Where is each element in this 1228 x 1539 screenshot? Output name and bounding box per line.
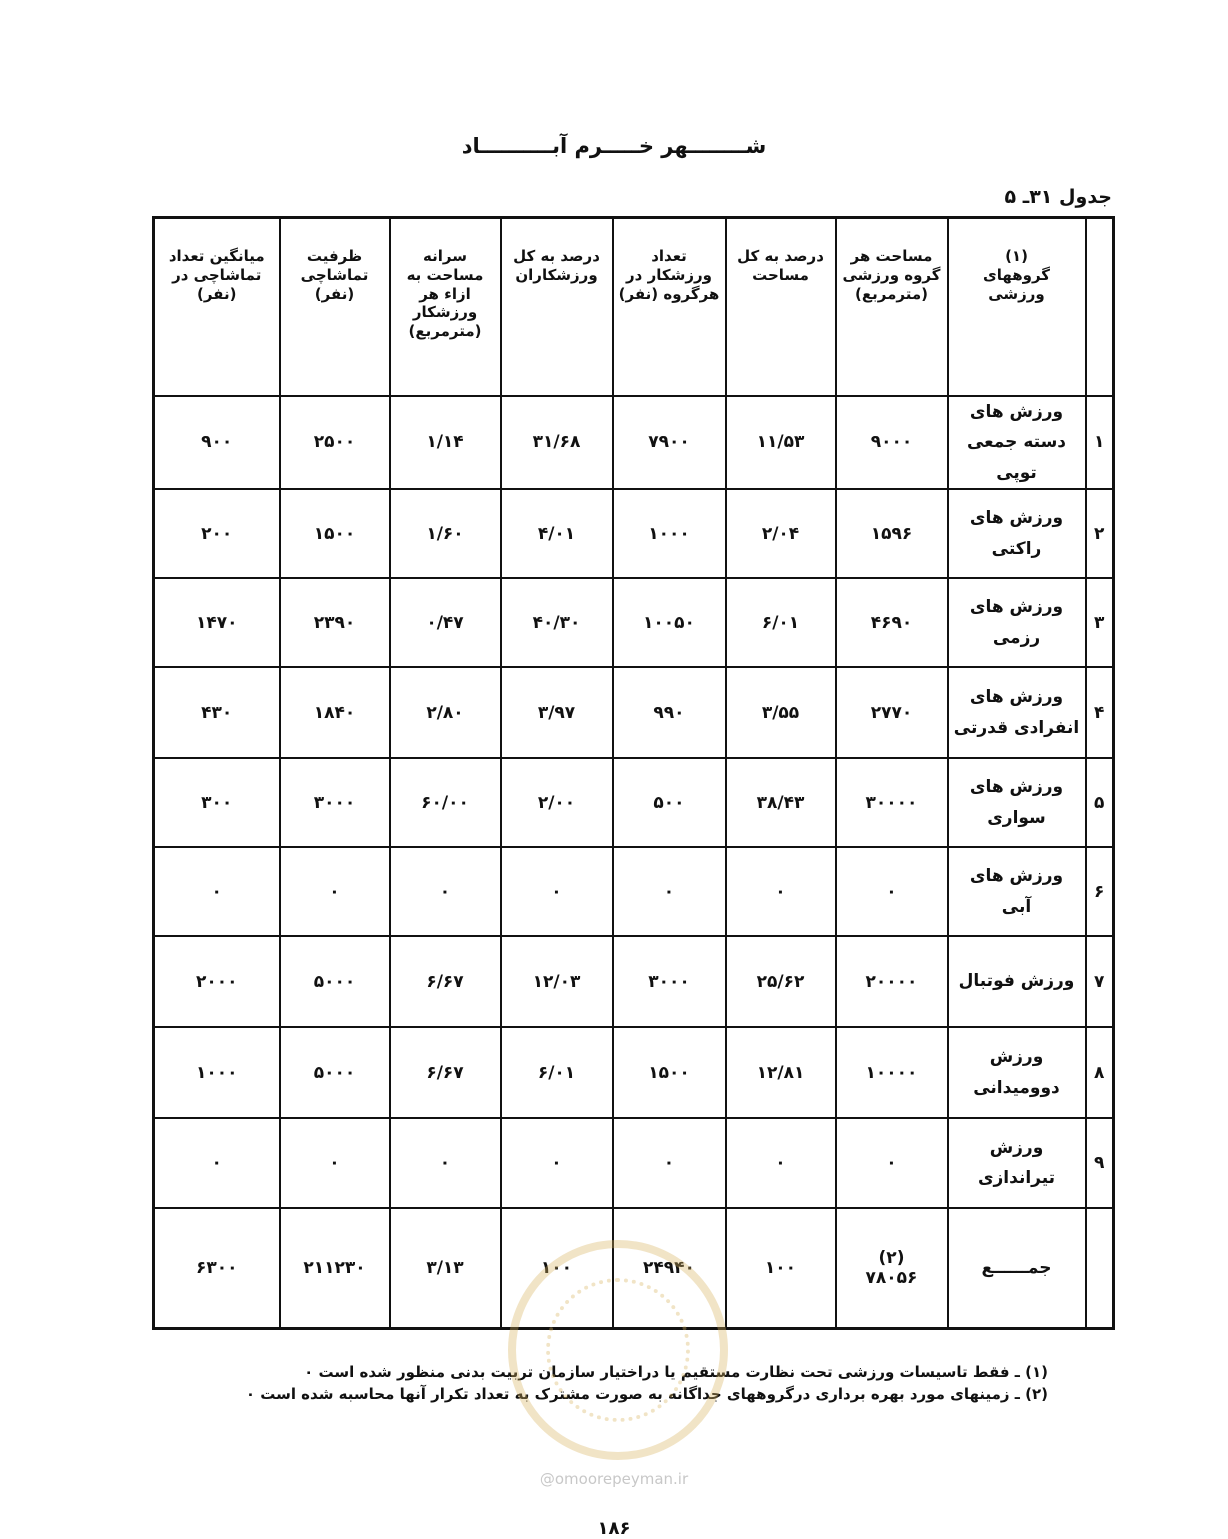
cell-area-percent: ۳۸/۴۳ bbox=[726, 758, 836, 847]
cell-area: (۲) ۷۸۰۵۶ bbox=[836, 1208, 948, 1328]
cell-athletes-percent: ۳۱/۶۸ bbox=[501, 396, 613, 490]
cell-num: ۳ bbox=[1086, 578, 1114, 667]
cell-num: ۶ bbox=[1086, 847, 1114, 936]
cell-athletes: ۱۵۰۰ bbox=[613, 1027, 726, 1118]
cell-area: ۴۶۹۰ bbox=[836, 578, 948, 667]
cell-area-percent: ۲۵/۶۲ bbox=[726, 936, 836, 1027]
header-row bbox=[154, 218, 1114, 396]
cell-area-percent: ۱۲/۸۱ bbox=[726, 1027, 836, 1118]
table-row bbox=[154, 578, 1114, 667]
cell-per-capita: ۶/۶۷ bbox=[390, 936, 501, 1027]
cell-per-capita: ۳/۱۳ bbox=[390, 1208, 501, 1328]
cell-per-capita: ۰/۴۷ bbox=[390, 578, 501, 667]
cell-capacity: ۳۰۰۰ bbox=[280, 758, 390, 847]
cell-area-percent: ٠ bbox=[726, 847, 836, 936]
table-row bbox=[154, 1118, 1114, 1208]
table-label: جدول ۳۱ـ ۵ bbox=[1004, 186, 1112, 208]
table-row bbox=[154, 667, 1114, 758]
cell-group: ورزش تیراندازی bbox=[948, 1118, 1086, 1208]
header-rownum bbox=[1086, 218, 1114, 396]
cell-avg-spectators: ۲۰۰ bbox=[154, 489, 280, 578]
cell-athletes: ۵۰۰ bbox=[613, 758, 726, 847]
header-avg-spectators: میانگین تعداد تماشاچی در (نفر) bbox=[154, 218, 280, 396]
table-row bbox=[154, 489, 1114, 578]
cell-group: ورزش های رزمی bbox=[948, 578, 1086, 667]
cell-group: ورزش های سواری bbox=[948, 758, 1086, 847]
cell-avg-spectators: ۱۴۷۰ bbox=[154, 578, 280, 667]
cell-num: ۱ bbox=[1086, 396, 1114, 490]
table-body bbox=[154, 396, 1114, 1329]
cell-area-percent: ۲/۰۴ bbox=[726, 489, 836, 578]
footnotes bbox=[246, 1362, 1048, 1406]
cell-group: جمــــــع bbox=[948, 1208, 1086, 1328]
cell-area: ۱۰۰۰۰ bbox=[836, 1027, 948, 1118]
cell-athletes: ۹۹۰ bbox=[613, 667, 726, 758]
cell-num: ۲ bbox=[1086, 489, 1114, 578]
cell-per-capita: ۶/۶۷ bbox=[390, 1027, 501, 1118]
cell-num: ۸ bbox=[1086, 1027, 1114, 1118]
cell-area: ۹۰۰۰ bbox=[836, 396, 948, 490]
cell-athletes-percent: ۴/۰۱ bbox=[501, 489, 613, 578]
header-per-capita: سرانه مساحت به ازاء هر ورزشکار (مترمربع) bbox=[390, 218, 501, 396]
cell-athletes: ۳۰۰۰ bbox=[613, 936, 726, 1027]
cell-avg-spectators: ۶۳۰۰ bbox=[154, 1208, 280, 1328]
footnote-2: (۲) ـ زمینهای مورد بهره برداری درگروههای جداگانه به صورت مشترک به تعداد تکرار آنها محاسبه شده است ٠ bbox=[245, 1384, 1048, 1403]
cell-capacity: ۱۸۴۰ bbox=[280, 667, 390, 758]
cell-athletes-percent: ۱۰۰ bbox=[501, 1208, 613, 1328]
cell-per-capita: ۱/۶۰ bbox=[390, 489, 501, 578]
cell-capacity: ۲۵۰۰ bbox=[280, 396, 390, 490]
cell-area: ٠ bbox=[836, 1118, 948, 1208]
cell-num: ۹ bbox=[1086, 1118, 1114, 1208]
page-number: ۱۸۶ bbox=[597, 1518, 631, 1539]
cell-athletes-percent: ٠ bbox=[501, 847, 613, 936]
header-athletes-percent: درصد به کل ورزشکاران bbox=[501, 218, 613, 396]
cell-area-percent: ۳/۵۵ bbox=[726, 667, 836, 758]
header-athletes: تعداد ورزشکار در هرگروه (نفر) bbox=[613, 218, 726, 396]
cell-capacity: ۲۱۱۲۳۰ bbox=[280, 1208, 390, 1328]
cell-capacity: ۵۰۰۰ bbox=[280, 936, 390, 1027]
cell-group: ورزش دوومیدانی bbox=[948, 1027, 1086, 1118]
cell-athletes: ۱۰۰۰ bbox=[613, 489, 726, 578]
cell-per-capita: ٠ bbox=[390, 847, 501, 936]
cell-area-percent: ٠ bbox=[726, 1118, 836, 1208]
cell-avg-spectators: ۳۰۰ bbox=[154, 758, 280, 847]
header-group: (۱) گروههای ورزشی bbox=[948, 218, 1086, 396]
table-row bbox=[154, 758, 1114, 847]
cell-area: ۳۰۰۰۰ bbox=[836, 758, 948, 847]
cell-area: ۱۵۹۶ bbox=[836, 489, 948, 578]
cell-athletes-percent: ۳/۹۷ bbox=[501, 667, 613, 758]
cell-per-capita: ٠ bbox=[390, 1118, 501, 1208]
footnote-1: (۱) ـ فقط تاسیسات ورزشی تحت نظارت مستقیم یا دراختیار سازمان تربیت بدنی منظور شده است ٠ bbox=[304, 1363, 1048, 1381]
page-title: شــــــــهر خـــــرم آبــــــــــاد bbox=[461, 134, 767, 158]
cell-athletes: ۱۰۰۵۰ bbox=[613, 578, 726, 667]
cell-group: ورزش های انفرادی قدرتی bbox=[948, 667, 1086, 758]
cell-capacity: ۵۰۰۰ bbox=[280, 1027, 390, 1118]
cell-area-percent: ۱۱/۵۳ bbox=[726, 396, 836, 490]
table-row bbox=[154, 1027, 1114, 1118]
cell-capacity: ٠ bbox=[280, 1118, 390, 1208]
cell-athletes: ٠ bbox=[613, 847, 726, 936]
cell-group: ورزش های راکتی bbox=[948, 489, 1086, 578]
cell-avg-spectators: ٠ bbox=[154, 1118, 280, 1208]
sports-table bbox=[152, 216, 1115, 1330]
cell-athletes: ۲۴۹۴۰ bbox=[613, 1208, 726, 1328]
cell-capacity: ٠ bbox=[280, 847, 390, 936]
cell-area: ٠ bbox=[836, 847, 948, 936]
cell-capacity: ۲۳۹۰ bbox=[280, 578, 390, 667]
cell-per-capita: ۶۰/۰۰ bbox=[390, 758, 501, 847]
table-row bbox=[154, 936, 1114, 1027]
cell-per-capita: ۱/۱۴ bbox=[390, 396, 501, 490]
header-area: مساحت هر گروه ورزشی (مترمربع) bbox=[836, 218, 948, 396]
cell-area-percent: ۶/۰۱ bbox=[726, 578, 836, 667]
cell-area: ۲۷۷۰ bbox=[836, 667, 948, 758]
table-row bbox=[154, 1208, 1114, 1328]
cell-athletes-percent: ۴۰/۳۰ bbox=[501, 578, 613, 667]
cell-athletes: ۷۹۰۰ bbox=[613, 396, 726, 490]
cell-athletes: ٠ bbox=[613, 1118, 726, 1208]
cell-area: ۲۰۰۰۰ bbox=[836, 936, 948, 1027]
cell-num: ۴ bbox=[1086, 667, 1114, 758]
cell-per-capita: ۲/۸۰ bbox=[390, 667, 501, 758]
watermark-text: @omoorepeyman.ir bbox=[539, 1470, 689, 1488]
cell-athletes-percent: ۶/۰۱ bbox=[501, 1027, 613, 1118]
cell-num: ۷ bbox=[1086, 936, 1114, 1027]
header-area-percent: درصد به کل مساحت bbox=[726, 218, 836, 396]
cell-area-percent: ۱۰۰ bbox=[726, 1208, 836, 1328]
header-capacity: ظرفیت تماشاچی (نفر) bbox=[280, 218, 390, 396]
table-row bbox=[154, 396, 1114, 490]
cell-group: ورزش های دسته جمعی توپی bbox=[948, 396, 1086, 490]
cell-athletes-percent: ٠ bbox=[501, 1118, 613, 1208]
cell-avg-spectators: ۱۰۰۰ bbox=[154, 1027, 280, 1118]
cell-group: ورزش فوتبال bbox=[948, 936, 1086, 1027]
cell-num: ۵ bbox=[1086, 758, 1114, 847]
cell-group: ورزش های آبی bbox=[948, 847, 1086, 936]
cell-capacity: ۱۵۰۰ bbox=[280, 489, 390, 578]
cell-num bbox=[1086, 1208, 1114, 1328]
cell-athletes-percent: ۱۲/۰۳ bbox=[501, 936, 613, 1027]
cell-athletes-percent: ۲/۰۰ bbox=[501, 758, 613, 847]
cell-avg-spectators: ٠ bbox=[154, 847, 280, 936]
table-row bbox=[154, 847, 1114, 936]
cell-avg-spectators: ۲۰۰۰ bbox=[154, 936, 280, 1027]
cell-avg-spectators: ۹۰۰ bbox=[154, 396, 280, 490]
cell-avg-spectators: ۴۳۰ bbox=[154, 667, 280, 758]
